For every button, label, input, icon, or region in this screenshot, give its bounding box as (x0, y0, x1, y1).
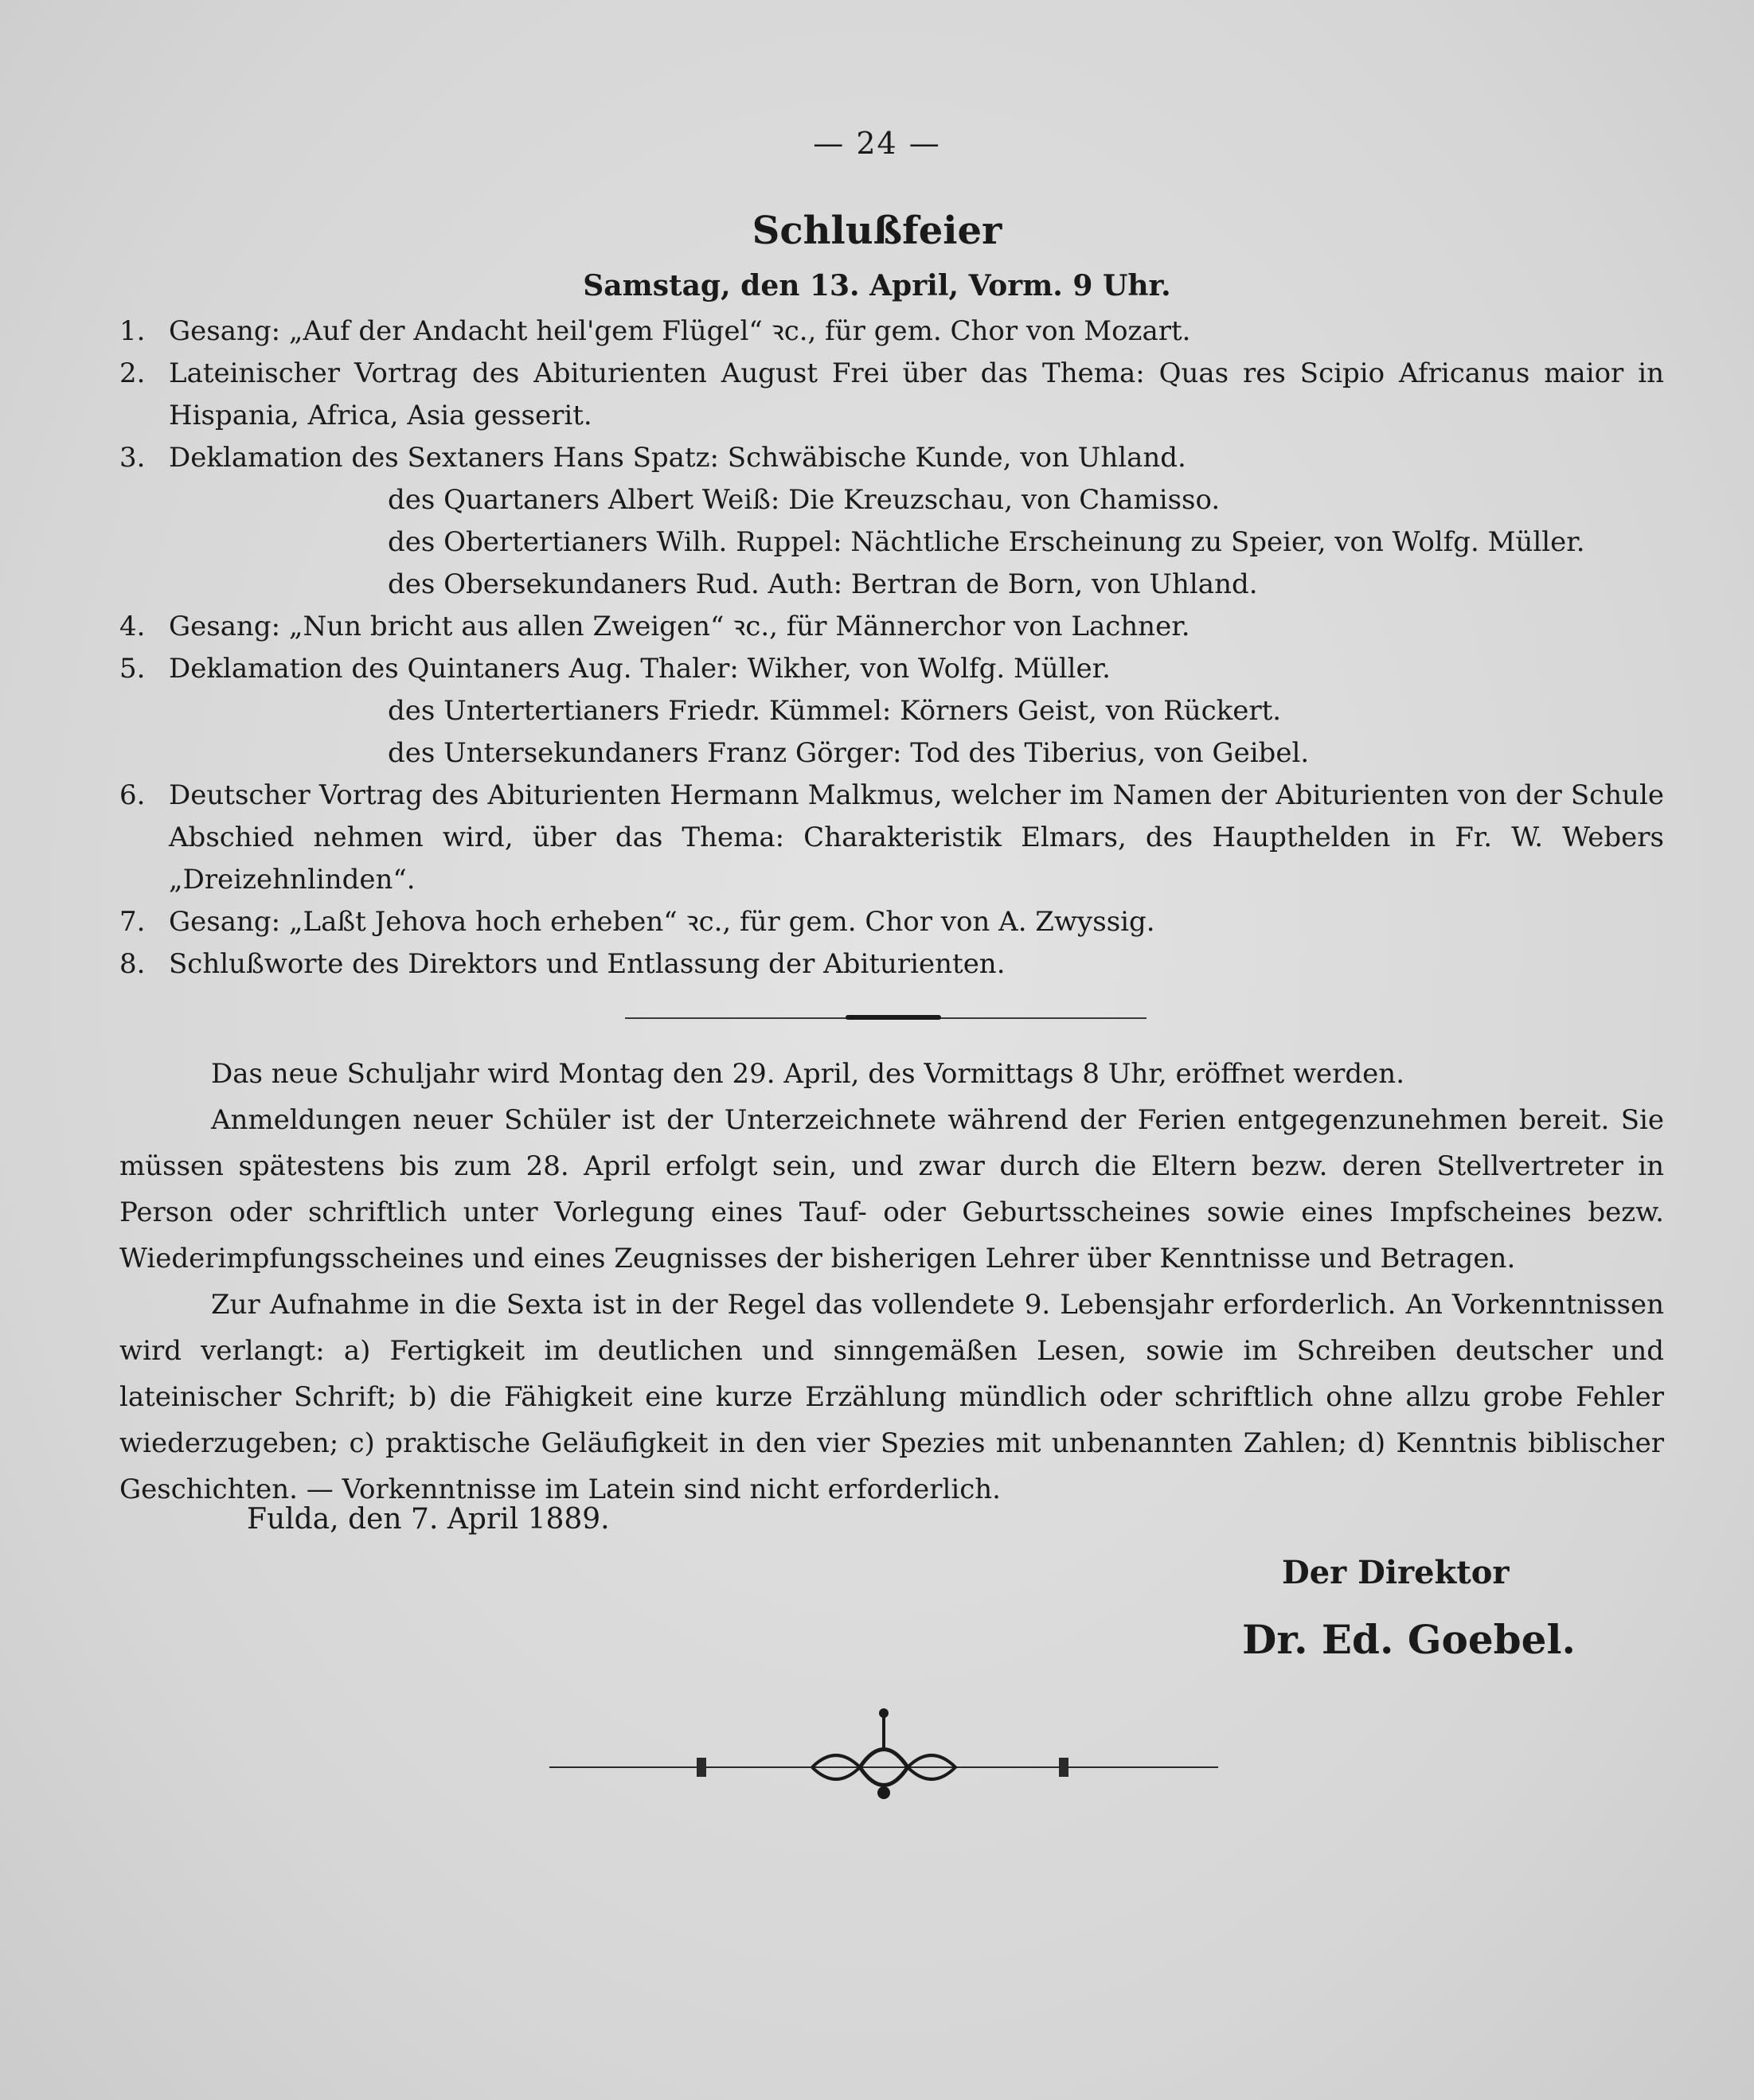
note-paragraph: Anmeldungen neuer Schüler ist der Unterzeichnete während der Ferien entgegenzunehmen bereit. Sie müssen spätestens bis zum 28. April erfolgt sein, und zwar durch die Eltern bezw. deren Stellvertreter in Person oder schriftlich unter Vorlegung eines Tauf- oder Geburtsscheines sowie eines Impfscheines bezw. Wiederimpfungsscheines und eines Zeugnisses der bisherigen Lehrer über Kenntnisse und Betragen. (119, 1104, 1664, 1274)
program-item (119, 310, 1664, 353)
program-item-text: Gesang: „Laßt Jehova hoch erheben“ ꝛc., für gem. Chor von A. Zwyssig. (169, 906, 1155, 938)
program-item-number: 1. (119, 315, 146, 347)
program-item (119, 353, 1664, 437)
notes-section (119, 1051, 1664, 1513)
signature-name: Dr. Ed. Goebel. (1242, 1616, 1576, 1663)
program-item-text: Gesang: „Auf der Andacht heil'gem Flügel“ ꝛc., für gem. Chor von Mozart. (169, 315, 1191, 347)
program-item-number: 5. (119, 653, 146, 685)
program-item-number: 2. (119, 357, 146, 389)
program-item (119, 606, 1664, 648)
program-item-number: 7. (119, 906, 146, 938)
page-number: — 24 — (813, 126, 941, 161)
note-paragraph: Das neue Schuljahr wird Montag den 29. April, des Vormittags 8 Uhr, eröffnet werden. (211, 1058, 1405, 1090)
program-item-number: 8. (119, 948, 146, 980)
program-item-number: 3. (119, 442, 146, 474)
signature-role: Der Direktor (1282, 1554, 1510, 1591)
ornament-icon (549, 1704, 1218, 1807)
program-item-text: Deklamation des Sextaners Hans Spatz: Schwäbische Kunde, von Uhland. (169, 442, 1186, 474)
program-subitem: des Quartaners Albert Weiß: Die Kreuzschau, von Chamisso. (388, 484, 1221, 516)
program-item (119, 648, 1664, 690)
program-item-text: Deutscher Vortrag des Abiturienten Hermann Malkmus, welcher im Namen der Abiturienten von der Schule Abschied nehmen wird, über das Thema: Charakteristik Elmars, des Haupthelden in Fr. W. Webers „Dreizehnlinden“. (169, 779, 1664, 896)
program-subitem: des Untertertianers Friedr. Kümmel: Körners Geist, von Rückert. (388, 695, 1282, 727)
program-subitem: des Obersekundaners Rud. Auth: Bertran de Born, von Uhland. (388, 568, 1258, 600)
program-item-text: Lateinischer Vortrag des Abiturienten August Frei über das Thema: Quas res Scipio Africanus maior in Hispania, Africa, Asia gesserit. (169, 357, 1664, 431)
program-item (119, 437, 1664, 479)
program-subitem: des Untersekundaners Franz Görger: Tod des Tiberius, von Geibel. (388, 737, 1310, 769)
program-subitem: des Obertertianers Wilh. Ruppel: Nächtliche Erscheinung zu Speier, von Wolfg. Müller. (388, 526, 1585, 558)
program-list (119, 310, 1664, 986)
program-item-text: Deklamation des Quintaners Aug. Thaler: Wikher, von Wolfg. Müller. (169, 653, 1111, 685)
program-item (119, 775, 1664, 901)
program-item-text: Schlußworte des Direktors und Entlassung der Abiturienten. (169, 948, 1006, 980)
place-date: Fulda, den 7. April 1889. (247, 1503, 610, 1536)
program-item (119, 943, 1664, 986)
program-item-number: 4. (119, 611, 146, 642)
page-title: Schlußfeier (752, 209, 1002, 253)
program-item (119, 901, 1664, 943)
note-paragraph: Zur Aufnahme in die Sexta ist in der Regel das vollendete 9. Lebensjahr erforderlich. An Vorkenntnissen wird verlangt: a) Fertigkeit im deutlichen und sinngemäßen Lesen, sowie im Schreiben deutscher und lateinischer Schrift; b) die Fähigkeit eine kurze Erzählung mündlich oder schriftlich ohne allzu grobe Fehler wiederzugeben; c) praktische Geläufigkeit in den vier Spezies mit unbenannten Zahlen; d) Kenntnis biblischer Geschichten. — Vorkenntnisse im Latein sind nicht erforderlich. (119, 1289, 1664, 1505)
program-item-number: 6. (119, 779, 146, 811)
divider-mark (846, 1015, 941, 1020)
event-date: Samstag, den 13. April, Vorm. 9 Uhr. (583, 269, 1171, 303)
program-item-text: Gesang: „Nun bricht aus allen Zweigen“ ꝛc., für Männerchor von Lachner. (169, 611, 1190, 642)
